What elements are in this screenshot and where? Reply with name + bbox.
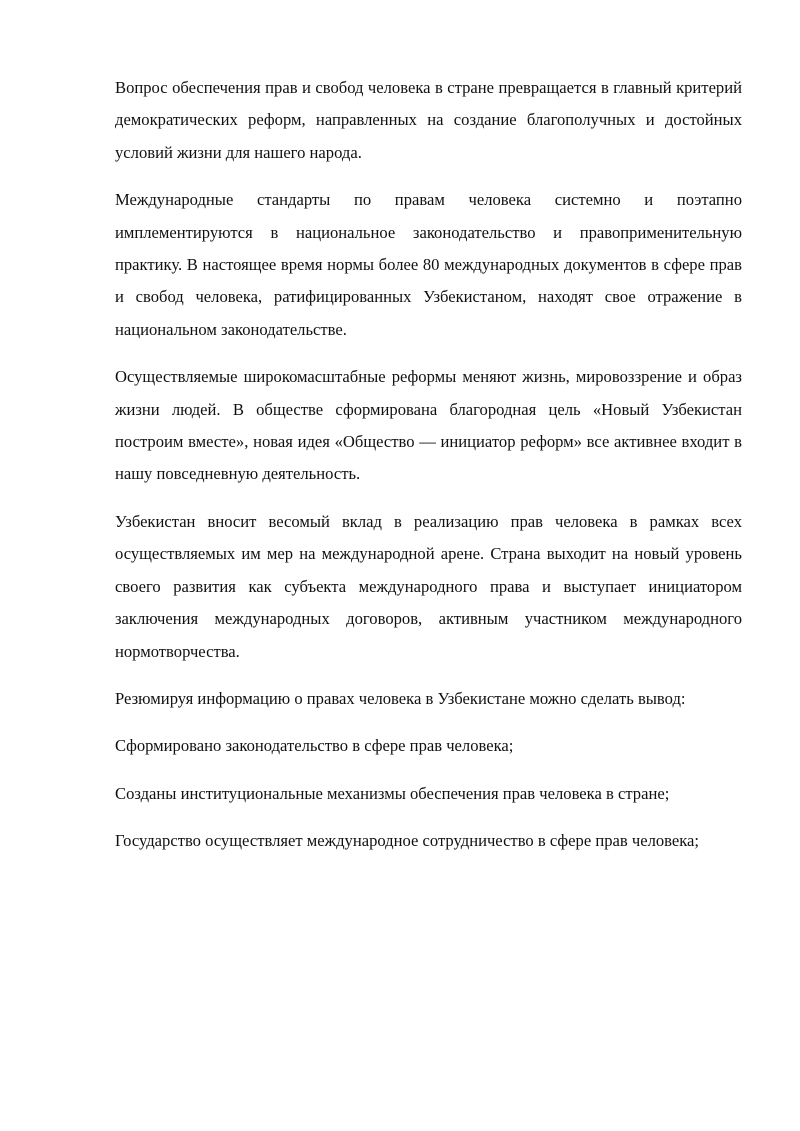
paragraph-human-rights-criterion: Вопрос обеспечения прав и свобод человека в стране превращается в главный критерий демократических реформ, направленных на создание благополучных и достойных условий жизни для нашего народа. xyxy=(115,78,742,162)
paragraph-large-scale-reforms: Осуществляемые широкомасштабные реформы меняют жизнь, мировоззрение и образ жизни людей. В обществе сформирована благородная цель «Новый Узбекистан построим вместе», новая идея «Общество — инициатор реформ» все активнее входит в нашу повседневную деятельность. xyxy=(115,367,742,484)
document-page xyxy=(115,72,742,873)
paragraph-conclusion-legislation: Сформировано законодательство в сфере прав человека; xyxy=(115,736,514,756)
paragraph-conclusion-cooperation: Государство осуществляет международное сотрудничество в сфере прав человека; xyxy=(115,831,700,851)
paragraph-summary-intro: Резюмируя информацию о правах человека в Узбекистане можно сделать вывод: xyxy=(115,688,686,708)
paragraph-international-standards: Международные стандарты по правам человека системно и поэтапно имплементируются в национальное законодательство и правоприменительную практику. В настоящее время нормы более 80 международных документов в сфере прав и свобод человека, ратифицированных Узбекистаном, находят свое отражение в национальном законодательстве. xyxy=(115,190,742,339)
paragraph-uzbekistan-contribution: Узбекистан вносит весомый вклад в реализацию прав человека в рамках всех осуществляемых им мер на международной арене. Страна выходит на новый уровень своего развития как субъекта международного права и выступает инициатором заключения международных договоров, активным участником международного нормотворчества. xyxy=(115,511,742,661)
paragraph-conclusion-mechanisms: Созданы институциональные механизмы обеспечения прав человека в стране; xyxy=(115,783,670,803)
